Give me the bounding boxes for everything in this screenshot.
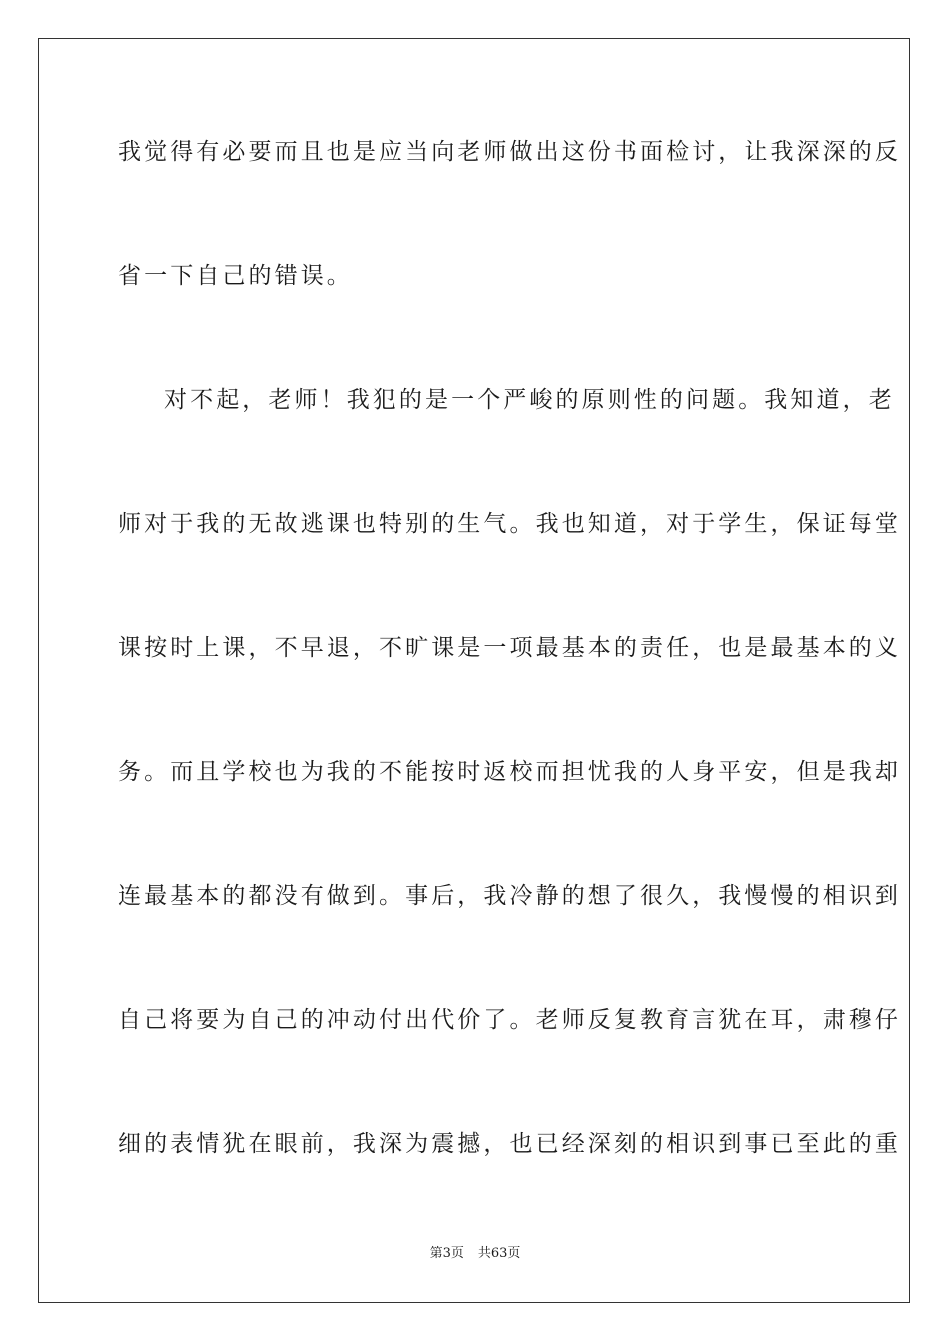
page-footer [0, 1245, 950, 1263]
body-text-line: 自己将要为自己的冲动付出代价了。老师反复教育言犹在耳，肃穆仔 [118, 1007, 901, 1033]
body-text-line: 细的表情犹在眼前，我深为震撼，也已经深刻的相识到事已至此的重 [118, 1131, 901, 1157]
body-text-line: 务。而且学校也为我的不能按时返校而担忧我的人身平安，但是我却 [118, 759, 901, 785]
body-text-line: 省一下自己的错误。 [118, 263, 353, 289]
body-text-line: 课按时上课，不早退，不旷课是一项最基本的责任，也是最基本的义 [118, 635, 901, 661]
total-pages: 共63页 [477, 1246, 521, 1261]
page-border [38, 38, 910, 1303]
body-text-line: 我觉得有必要而且也是应当向老师做出这份书面检讨，让我深深的反 [118, 139, 901, 165]
body-text-line: 连最基本的都没有做到。事后，我冷静的想了很久，我慢慢的相识到 [118, 883, 901, 909]
paragraph-first-line: 对不起，老师！我犯的是一个严峻的原则性的问题。我知道，老 [164, 387, 895, 413]
page-number: 第3页 [429, 1246, 464, 1261]
body-text-line: 师对于我的无故逃课也特别的生气。我也知道，对于学生，保证每堂 [118, 511, 901, 537]
